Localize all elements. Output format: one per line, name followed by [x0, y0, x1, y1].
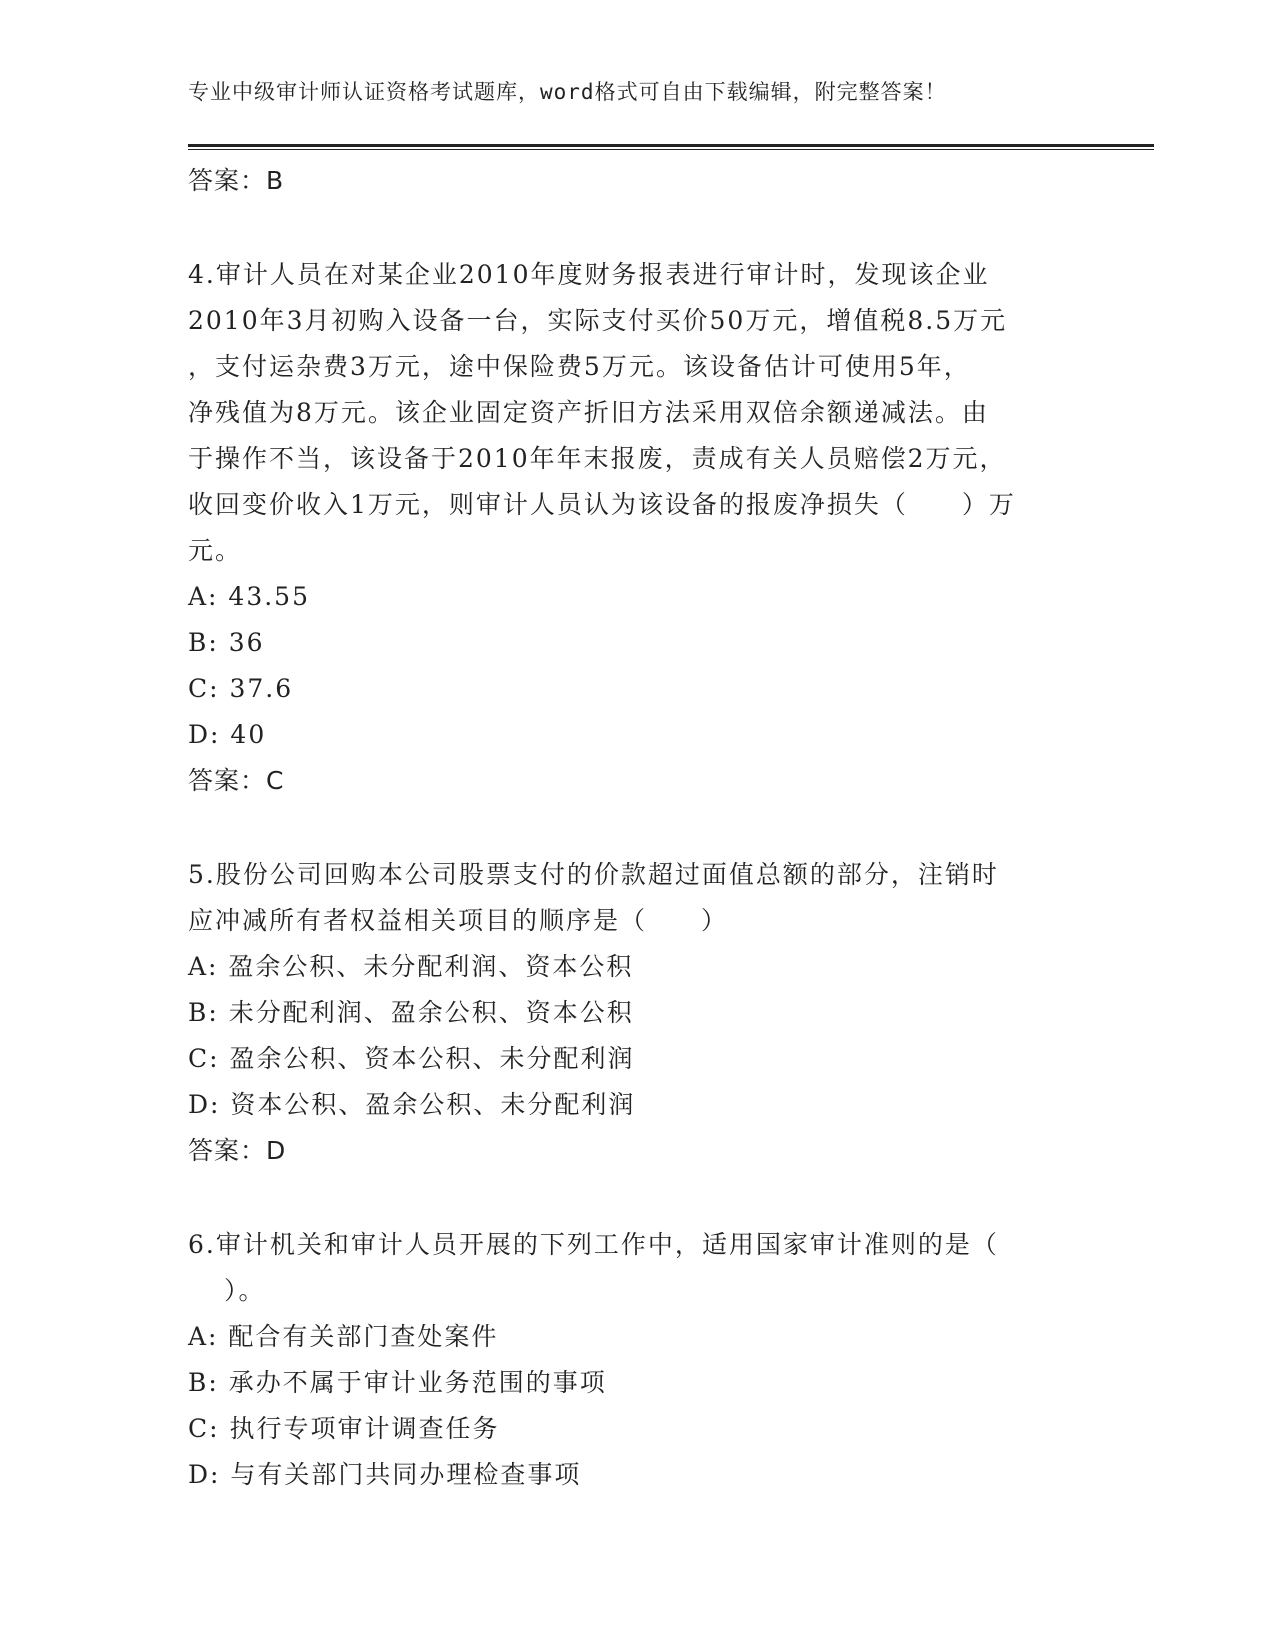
option-b: B: 承办不属于审计业务范围的事项 — [188, 1368, 607, 1397]
question-stem-line: ，支付运杂费3万元，途中保险费5万元。该设备估计可使用5年， — [188, 352, 971, 381]
option-b: B: 未分配利润、盈余公积、资本公积 — [188, 998, 634, 1027]
page-header: 专业中级审计师认证资格考试题库，word格式可自由下载编辑，附完整答案！ — [188, 80, 947, 104]
question-6 — [188, 1222, 1088, 1498]
question-stem-line: 于操作不当，该设备于2010年年末报废，责成有关人员赔偿2万元， — [188, 444, 1007, 473]
header-rule-thick — [188, 144, 1154, 147]
question-stem-line: 5.股份公司回购本公司股票支付的价款超过面值总额的部分，注销时 — [188, 860, 999, 889]
question-stem-line: 4.审计人员在对某企业2010年度财务报表进行审计时，发现该企业 — [188, 260, 990, 289]
question-5 — [188, 852, 1088, 1174]
option-b: B: 36 — [188, 628, 265, 657]
question-stem-line: ）。 — [224, 1276, 266, 1305]
document-body — [188, 158, 1088, 1498]
question-stem-line: 6.审计机关和审计人员开展的下列工作中，适用国家审计准则的是（ — [188, 1230, 999, 1259]
question-answer: 答案：D — [188, 1136, 287, 1165]
question-stem-line: 应冲减所有者权益相关项目的顺序是（ ） — [188, 906, 729, 935]
question-stem-line: 收回变价收入1万元，则审计人员认为该设备的报废净损失（ ）万 — [188, 490, 1016, 519]
option-c: C: 执行专项审计调查任务 — [188, 1414, 500, 1443]
option-d: D: 与有关部门共同办理检查事项 — [188, 1460, 582, 1489]
option-a: A: 盈余公积、未分配利润、资本公积 — [188, 952, 634, 981]
option-a: A: 43.55 — [188, 582, 310, 611]
question-4 — [188, 252, 1088, 804]
option-c: C: 盈余公积、资本公积、未分配利润 — [188, 1044, 635, 1073]
option-a: A: 配合有关部门查处案件 — [188, 1322, 499, 1351]
question-answer: 答案：C — [188, 766, 285, 795]
previous-answer: 答案：B — [188, 166, 285, 195]
question-stem-line: 净残值为8万元。该企业固定资产折旧方法采用双倍余额递减法。由 — [188, 398, 989, 427]
option-d: D: 资本公积、盈余公积、未分配利润 — [188, 1090, 636, 1119]
header-rule-thin — [188, 149, 1154, 150]
question-stem-line: 2010年3月初购入设备一台，实际支付买价50万元，增值税8.5万元 — [188, 306, 1008, 335]
option-d: D: 40 — [188, 720, 267, 749]
option-c: C: 37.6 — [188, 674, 294, 703]
question-stem-line: 元。 — [188, 536, 243, 565]
